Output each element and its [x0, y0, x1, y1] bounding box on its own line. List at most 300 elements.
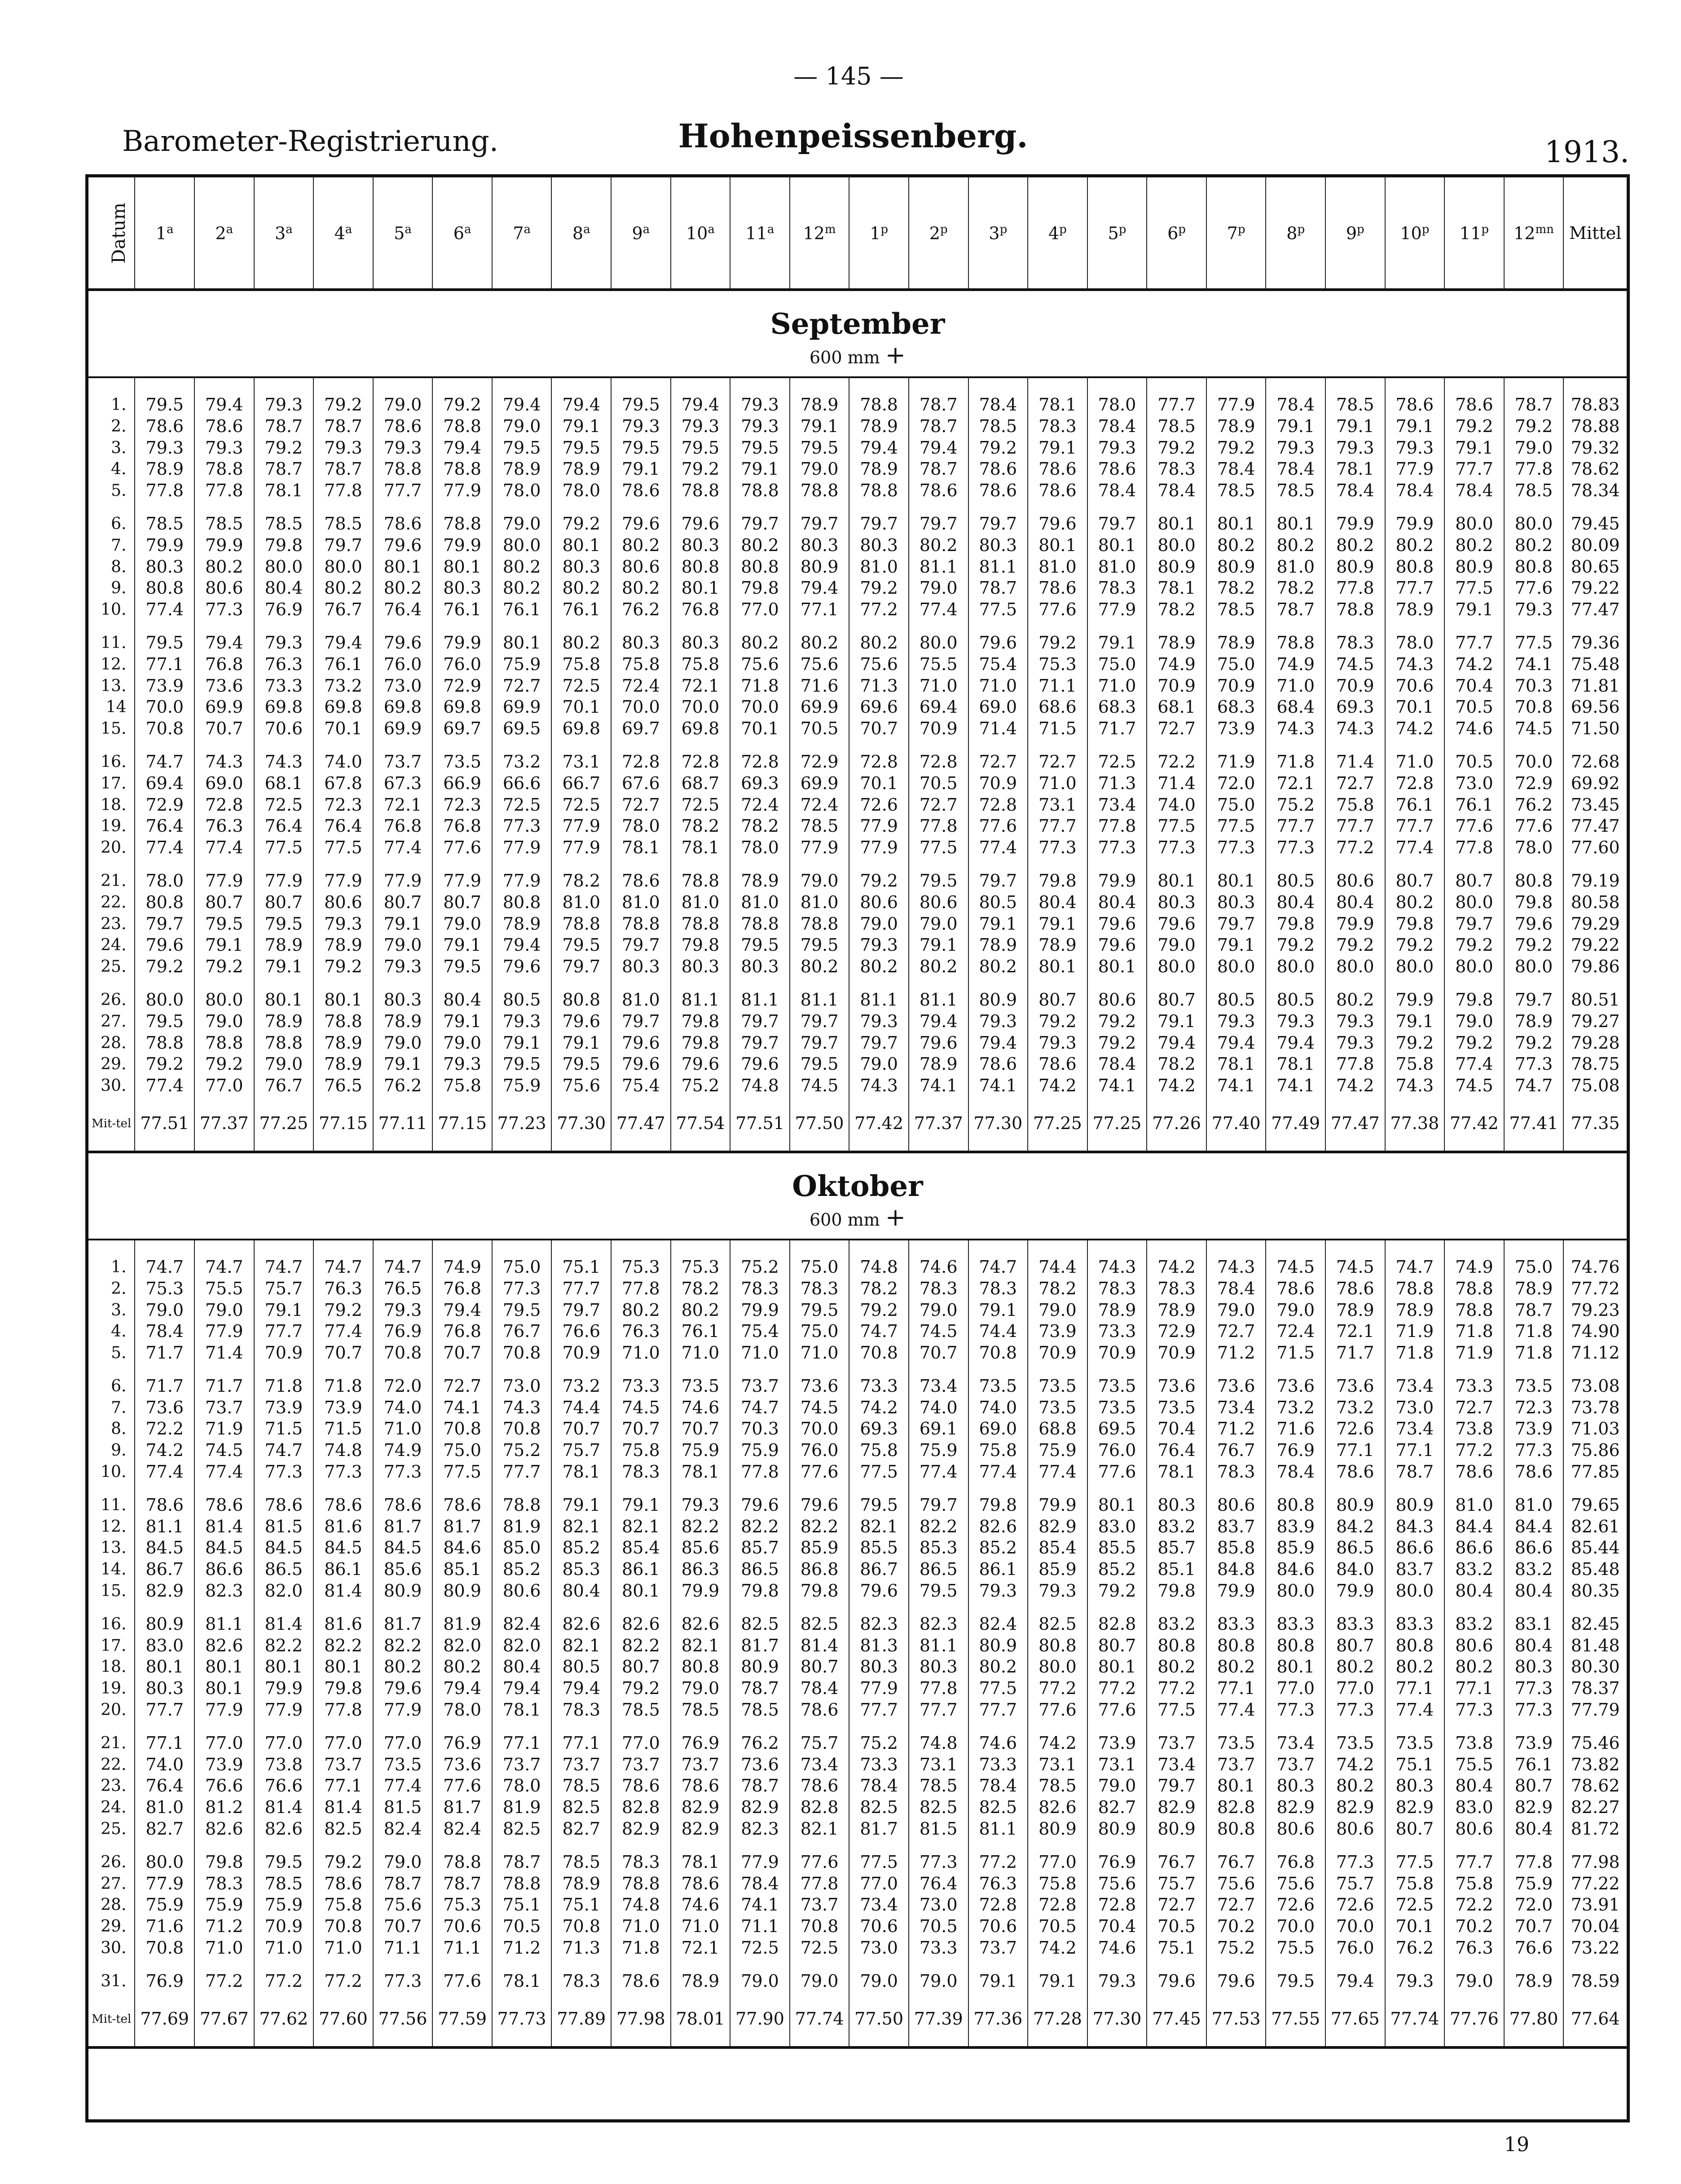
pressure-cell: 73.1 [1028, 794, 1087, 816]
table-row [88, 1461, 1627, 1483]
pressure-cell: 81.4 [790, 1635, 849, 1657]
pressure-cell: 74.5 [611, 1397, 671, 1419]
pressure-cell: 75.0 [1206, 654, 1266, 675]
pressure-cell: 80.3 [1266, 1775, 1325, 1797]
pressure-cell: 84.6 [432, 1537, 492, 1559]
pressure-cell: 80.0 [1206, 956, 1266, 978]
pressure-cell: 75.9 [254, 1894, 314, 1916]
pressure-cell: 82.7 [551, 1818, 611, 1840]
column-header-label: 10 [1400, 223, 1422, 243]
station-title: Hohenpeissenberg. [678, 117, 1028, 155]
pressure-cell: 77.6 [1504, 816, 1564, 837]
pressure-cell: 80.3 [1385, 1775, 1445, 1797]
mittel-label: Mit-tel [88, 1992, 135, 2047]
pressure-cell: 78.0 [1385, 621, 1445, 654]
pressure-cell: 79.3 [492, 1011, 552, 1032]
pressure-cell: 72.6 [1266, 1894, 1325, 1916]
table-row [88, 978, 1627, 1011]
pressure-cell: 79.4 [1147, 1032, 1206, 1054]
spacer-cell [968, 377, 1028, 394]
pressure-cell: 77.5 [1147, 816, 1206, 837]
hourly-mean-cell: 77.30 [551, 1097, 611, 1152]
pressure-cell: 79.4 [313, 621, 373, 654]
pressure-cell: 80.2 [849, 956, 909, 978]
pressure-cell: 79.3 [135, 437, 194, 459]
pressure-cell: 76.0 [432, 654, 492, 675]
pressure-cell: 80.3 [135, 556, 194, 578]
pressure-cell: 78.9 [135, 459, 194, 480]
column-header-label: 12 [1514, 223, 1536, 243]
pressure-cell: 80.1 [1266, 502, 1325, 535]
pressure-cell: 80.1 [1087, 535, 1147, 556]
pressure-cell: 74.0 [968, 1397, 1028, 1419]
pressure-cell: 76.6 [194, 1775, 254, 1797]
pressure-cell: 78.5 [1504, 480, 1564, 502]
table-row [88, 956, 1627, 978]
daily-mean-cell: 69.92 [1571, 773, 1620, 793]
pressure-cell: 79.6 [1206, 1959, 1266, 1992]
pressure-cell: 78.9 [1206, 416, 1266, 437]
pressure-cell: 78.0 [1087, 394, 1147, 416]
pressure-cell: 82.5 [1028, 1602, 1087, 1635]
pressure-cell: 80.3 [373, 978, 433, 1011]
pressure-cell: 79.0 [1444, 1011, 1504, 1032]
hourly-mean-cell: 77.51 [730, 1097, 790, 1152]
pressure-cell: 77.8 [1325, 1054, 1385, 1075]
pressure-cell: 76.2 [1385, 1937, 1445, 1959]
pressure-cell: 77.7 [968, 1699, 1028, 1721]
pressure-cell: 76.2 [1504, 794, 1564, 816]
hourly-mean-cell: 77.36 [968, 1992, 1028, 2047]
column-header-label: 9 [1346, 223, 1357, 243]
pressure-cell: 80.4 [492, 1656, 552, 1678]
pressure-cell: 86.1 [313, 1559, 373, 1580]
month-unit [88, 1203, 1627, 1231]
pressure-cell: 77.3 [1325, 1840, 1385, 1873]
pressure-cell: 77.3 [1504, 1440, 1564, 1461]
pressure-cell: 78.6 [135, 416, 194, 437]
pressure-cell: 77.4 [373, 837, 433, 859]
pressure-cell: 82.6 [551, 1602, 611, 1635]
pressure-cell: 73.9 [1504, 1418, 1564, 1440]
pressure-cell: 80.1 [1087, 1483, 1147, 1516]
spacer-cell [1147, 1240, 1206, 1257]
pressure-cell: 77.5 [1504, 621, 1564, 654]
table-row [88, 718, 1627, 740]
daily-mean-cell: 73.08 [1571, 1376, 1620, 1396]
pressure-cell: 72.5 [1087, 740, 1147, 773]
day-label: 25. [88, 1818, 135, 1840]
pressure-cell: 75.9 [492, 1075, 552, 1097]
pressure-cell: 78.3 [1147, 1278, 1206, 1300]
pressure-cell: 78.6 [194, 416, 254, 437]
pressure-cell: 71.0 [194, 1937, 254, 1959]
pressure-cell: 77.7 [135, 1699, 194, 1721]
pressure-cell: 81.4 [313, 1580, 373, 1602]
pressure-cell: 78.9 [671, 1959, 730, 1992]
spacer-cell [849, 377, 909, 394]
column-header-label: 7 [513, 223, 524, 243]
pressure-cell: 78.7 [1266, 599, 1325, 621]
pressure-cell: 72.3 [1504, 1397, 1564, 1419]
pressure-cell: 80.2 [1206, 535, 1266, 556]
day-label: 20. [88, 837, 135, 859]
pressure-cell: 85.2 [551, 1537, 611, 1559]
pressure-cell: 71.0 [671, 1916, 730, 1937]
pressure-cell: 79.3 [849, 935, 909, 956]
pressure-cell: 80.4 [1504, 1635, 1564, 1657]
daily-mean-cell: 75.48 [1571, 654, 1620, 674]
table-row [88, 1278, 1627, 1300]
pressure-cell: 80.8 [1504, 859, 1564, 892]
day-label: 20. [88, 1699, 135, 1721]
hourly-mean-cell: 77.74 [790, 1992, 849, 2047]
pressure-cell: 75.0 [1087, 654, 1147, 675]
pressure-cell: 70.0 [790, 1418, 849, 1440]
pressure-cell: 80.0 [135, 978, 194, 1011]
pressure-cell: 70.7 [313, 1342, 373, 1364]
pressure-cell: 75.9 [135, 1894, 194, 1916]
pressure-cell: 76.2 [373, 1075, 433, 1097]
pressure-cell: 76.4 [135, 1775, 194, 1797]
table-row [88, 459, 1627, 480]
month-header-row [88, 1152, 1627, 1240]
hourly-mean-cell: 77.62 [254, 1992, 314, 2047]
pressure-cell: 78.7 [730, 1775, 790, 1797]
pressure-cell: 79.6 [373, 621, 433, 654]
pressure-cell: 81.3 [849, 1635, 909, 1657]
pressure-cell: 85.2 [968, 1537, 1028, 1559]
pressure-cell: 72.1 [1266, 773, 1325, 794]
pressure-cell: 80.6 [492, 1580, 552, 1602]
pressure-cell: 77.2 [1444, 1440, 1504, 1461]
pressure-cell: 78.5 [909, 1775, 968, 1797]
pressure-cell: 73.7 [611, 1754, 671, 1776]
pressure-cell: 78.3 [1206, 1461, 1266, 1483]
table-row [88, 1775, 1627, 1797]
pressure-cell: 80.7 [373, 892, 433, 913]
pressure-cell: 78.7 [1504, 1300, 1564, 1321]
pressure-cell: 83.3 [1325, 1602, 1385, 1635]
column-header-hour [432, 177, 492, 290]
pressure-cell: 73.9 [1028, 1321, 1087, 1342]
pressure-cell: 73.5 [1087, 1397, 1147, 1419]
pressure-cell: 77.7 [1444, 459, 1504, 480]
pressure-cell: 77.4 [968, 1461, 1028, 1483]
pressure-cell: 72.1 [671, 1937, 730, 1959]
pressure-cell: 86.6 [1504, 1537, 1564, 1559]
pressure-cell: 74.9 [1147, 654, 1206, 675]
pressure-cell: 80.9 [968, 978, 1028, 1011]
pressure-cell: 80.1 [611, 1580, 671, 1602]
pressure-cell: 79.1 [1087, 621, 1147, 654]
pressure-cell: 74.1 [1266, 1075, 1325, 1097]
pressure-cell: 76.9 [1266, 1440, 1325, 1461]
pressure-cell: 79.8 [1028, 859, 1087, 892]
pressure-cell: 79.9 [730, 1300, 790, 1321]
spacer-cell [1266, 377, 1325, 394]
pressure-cell: 84.2 [1325, 1516, 1385, 1538]
day-label: 13. [88, 1537, 135, 1559]
pressure-cell: 74.1 [1087, 1075, 1147, 1097]
pressure-cell: 79.6 [492, 956, 552, 978]
pressure-cell: 77.1 [1325, 1440, 1385, 1461]
pressure-cell: 78.2 [1147, 1054, 1206, 1075]
pressure-cell: 70.4 [1087, 1916, 1147, 1937]
pressure-cell: 79.1 [1147, 1011, 1206, 1032]
pressure-cell: 80.2 [1444, 1656, 1504, 1678]
pressure-cell: 85.5 [1087, 1537, 1147, 1559]
pressure-cell: 72.8 [611, 740, 671, 773]
pressure-cell: 79.3 [968, 1011, 1028, 1032]
pressure-cell: 78.7 [1385, 1461, 1445, 1483]
day-label: 17. [88, 1635, 135, 1657]
pressure-cell: 79.0 [1444, 1959, 1504, 1992]
column-header-suffix: p [1357, 222, 1364, 236]
pressure-cell: 78.9 [1325, 1300, 1385, 1321]
pressure-cell: 73.9 [1504, 1721, 1564, 1754]
pressure-cell: 73.4 [1206, 1397, 1266, 1419]
pressure-cell: 71.0 [313, 1937, 373, 1959]
table-row [88, 1840, 1627, 1873]
pressure-cell: 77.9 [432, 859, 492, 892]
pressure-cell: 78.8 [671, 859, 730, 892]
column-header-hour [671, 177, 730, 290]
pressure-cell: 79.6 [849, 1580, 909, 1602]
pressure-cell: 78.7 [730, 1678, 790, 1699]
pressure-cell: 78.1 [1147, 578, 1206, 599]
pressure-cell: 69.5 [1087, 1418, 1147, 1440]
pressure-cell: 75.2 [492, 1440, 552, 1461]
pressure-cell: 73.8 [1444, 1721, 1504, 1754]
pressure-cell: 78.6 [611, 859, 671, 892]
pressure-cell: 79.0 [373, 1840, 433, 1873]
pressure-cell: 78.5 [1206, 599, 1266, 621]
day-label: 9. [88, 1440, 135, 1461]
pressure-cell: 82.6 [194, 1818, 254, 1840]
pressure-cell: 79.7 [849, 1032, 909, 1054]
pressure-cell: 79.2 [1325, 935, 1385, 956]
spacer-cell [1325, 1240, 1385, 1257]
pressure-cell: 77.8 [611, 1278, 671, 1300]
column-header-label: 3 [275, 223, 286, 243]
pressure-cell: 72.4 [730, 794, 790, 816]
pressure-cell: 71.0 [671, 1342, 730, 1364]
pressure-cell: 82.3 [909, 1602, 968, 1635]
pressure-cell: 75.7 [254, 1278, 314, 1300]
pressure-cell: 71.1 [432, 1937, 492, 1959]
pressure-cell: 70.9 [1028, 1342, 1087, 1364]
pressure-cell: 79.5 [135, 621, 194, 654]
pressure-cell: 82.2 [313, 1635, 373, 1657]
pressure-cell: 79.6 [671, 1054, 730, 1075]
hourly-mean-cell: 77.41 [1504, 1097, 1564, 1152]
pressure-cell: 80.2 [432, 1656, 492, 1678]
pressure-cell: 77.0 [1028, 1840, 1087, 1873]
pressure-cell: 78.9 [968, 935, 1028, 956]
pressure-cell: 70.2 [1206, 1916, 1266, 1937]
pressure-cell: 75.8 [1385, 1054, 1445, 1075]
pressure-cell: 72.5 [730, 1937, 790, 1959]
pressure-cell: 79.9 [1385, 502, 1445, 535]
barometer-table-frame [85, 174, 1630, 2122]
day-label: 3. [88, 437, 135, 459]
pressure-cell: 69.0 [194, 773, 254, 794]
pressure-cell: 70.9 [1147, 675, 1206, 697]
pressure-cell: 85.3 [909, 1537, 968, 1559]
column-header-suffix: p [1059, 222, 1067, 236]
pressure-cell: 78.8 [730, 913, 790, 935]
pressure-cell: 69.9 [790, 773, 849, 794]
pressure-cell: 81.1 [968, 1818, 1028, 1840]
pressure-cell: 69.7 [432, 718, 492, 740]
pressure-cell: 82.6 [671, 1602, 730, 1635]
table-row [88, 556, 1627, 578]
pressure-cell: 77.6 [1444, 816, 1504, 837]
column-header-hour [373, 177, 433, 290]
pressure-cell: 79.0 [254, 1054, 314, 1075]
pressure-cell: 72.4 [1266, 1321, 1325, 1342]
pressure-cell: 82.3 [194, 1580, 254, 1602]
pressure-cell: 79.5 [194, 913, 254, 935]
pressure-cell: 79.3 [1325, 437, 1385, 459]
pressure-cell: 79.5 [909, 1580, 968, 1602]
pressure-cell: 79.3 [1325, 1011, 1385, 1032]
pressure-cell: 72.8 [730, 740, 790, 773]
column-header-datum [88, 177, 135, 290]
pressure-cell: 80.0 [1028, 1656, 1087, 1678]
column-header-suffix: p [1237, 222, 1245, 236]
pressure-cell: 80.1 [313, 978, 373, 1011]
daily-mean-cell: 79.22 [1571, 578, 1620, 598]
pressure-cell: 80.6 [1444, 1635, 1504, 1657]
pressure-cell: 82.2 [671, 1516, 730, 1538]
pressure-cell: 75.5 [909, 654, 968, 675]
pressure-cell: 78.0 [1504, 837, 1564, 859]
pressure-cell: 69.3 [849, 1418, 909, 1440]
pressure-cell: 70.0 [611, 697, 671, 718]
pressure-cell: 73.4 [1385, 1364, 1445, 1397]
pressure-cell: 79.0 [1504, 437, 1564, 459]
pressure-cell: 80.3 [1206, 892, 1266, 913]
pressure-cell: 78.5 [135, 502, 194, 535]
pressure-cell: 72.7 [1206, 1321, 1266, 1342]
pressure-cell: 77.3 [254, 1461, 314, 1483]
column-header-mittel [1563, 177, 1627, 290]
daily-mean-cell: 79.29 [1571, 913, 1620, 934]
pressure-cell: 78.9 [254, 935, 314, 956]
day-label: 7. [88, 535, 135, 556]
column-header-label: 12 [803, 223, 825, 243]
pressure-cell: 77.4 [194, 837, 254, 859]
pressure-cell: 80.5 [1266, 978, 1325, 1011]
pressure-cell: 77.4 [135, 837, 194, 859]
pressure-cell: 81.0 [790, 892, 849, 913]
pressure-cell: 78.9 [313, 1032, 373, 1054]
pressure-cell: 80.9 [1444, 556, 1504, 578]
pressure-cell: 78.5 [1325, 394, 1385, 416]
pressure-cell: 79.2 [432, 394, 492, 416]
pressure-cell: 72.4 [790, 794, 849, 816]
pressure-cell: 79.5 [135, 1011, 194, 1032]
pressure-cell: 78.1 [254, 480, 314, 502]
daily-mean-cell: 82.61 [1571, 1516, 1620, 1536]
pressure-cell: 77.7 [909, 1699, 968, 1721]
pressure-cell: 78.5 [790, 816, 849, 837]
pressure-cell: 79.3 [730, 394, 790, 416]
pressure-cell: 75.9 [909, 1440, 968, 1461]
pressure-cell: 74.7 [373, 1257, 433, 1278]
pressure-cell: 71.2 [1206, 1418, 1266, 1440]
pressure-cell: 70.1 [313, 718, 373, 740]
pressure-cell: 80.0 [1444, 892, 1504, 913]
column-header-label: 11 [745, 223, 767, 243]
pressure-cell: 79.4 [671, 394, 730, 416]
pressure-cell: 75.8 [968, 1440, 1028, 1461]
pressure-cell: 72.5 [790, 1937, 849, 1959]
pressure-cell: 82.9 [1266, 1797, 1325, 1818]
pressure-cell: 78.9 [1028, 935, 1087, 956]
spacer-cell [730, 1240, 790, 1257]
pressure-cell: 82.0 [432, 1635, 492, 1657]
pressure-cell: 78.6 [1325, 1278, 1385, 1300]
column-header-suffix: a [226, 222, 233, 236]
pressure-cell: 78.8 [194, 459, 254, 480]
pressure-cell: 77.8 [313, 1699, 373, 1721]
pressure-cell: 76.8 [432, 1321, 492, 1342]
spacer-cell [790, 1240, 849, 1257]
pressure-cell: 79.7 [790, 1032, 849, 1054]
pressure-cell: 77.6 [790, 1461, 849, 1483]
pressure-cell: 78.9 [730, 859, 790, 892]
pressure-cell: 77.8 [909, 1678, 968, 1699]
pressure-cell: 79.1 [1266, 416, 1325, 437]
pressure-cell: 85.8 [1206, 1537, 1266, 1559]
pressure-cell: 79.2 [1028, 1011, 1087, 1032]
pressure-cell: 70.1 [849, 773, 909, 794]
pressure-cell: 74.3 [1087, 1257, 1147, 1278]
pressure-cell: 79.2 [611, 1678, 671, 1699]
pressure-cell: 84.4 [1444, 1516, 1504, 1538]
pressure-cell: 80.1 [432, 556, 492, 578]
day-label: 25. [88, 956, 135, 978]
day-label: 19. [88, 816, 135, 837]
pressure-cell: 72.8 [1087, 1894, 1147, 1916]
pressure-cell: 79.4 [909, 437, 968, 459]
spacer-cell [1563, 1240, 1627, 1257]
pressure-cell: 70.7 [373, 1916, 433, 1937]
pressure-cell: 80.2 [730, 621, 790, 654]
pressure-cell: 75.3 [135, 1278, 194, 1300]
pressure-cell: 70.0 [1504, 740, 1564, 773]
pressure-cell: 78.3 [730, 1278, 790, 1300]
pressure-cell: 75.9 [1028, 1440, 1087, 1461]
spacer-cell [194, 377, 254, 394]
daily-mean-cell: 71.81 [1571, 675, 1620, 696]
pressure-cell: 80.2 [1206, 1656, 1266, 1678]
pressure-cell: 78.6 [1266, 1278, 1325, 1300]
pressure-cell: 77.0 [1266, 1678, 1325, 1699]
plus-sign: + [885, 1203, 906, 1231]
pressure-cell: 77.8 [909, 816, 968, 837]
pressure-cell: 77.3 [1266, 837, 1325, 859]
daily-mean-cell: 79.32 [1571, 437, 1620, 458]
pressure-cell: 79.2 [313, 956, 373, 978]
pressure-cell: 78.6 [1325, 1461, 1385, 1483]
pressure-cell: 81.0 [135, 1797, 194, 1818]
pressure-cell: 76.3 [254, 654, 314, 675]
pressure-cell: 72.9 [135, 794, 194, 816]
